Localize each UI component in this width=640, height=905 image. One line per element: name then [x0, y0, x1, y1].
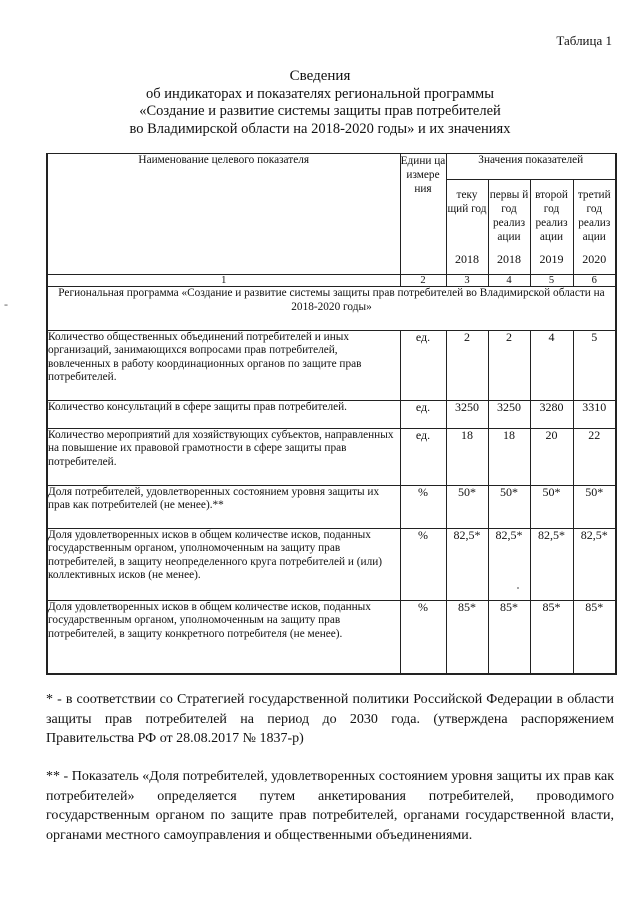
header-year-label: третий год реализ ации	[577, 189, 611, 243]
indicator-value: 82,5*	[446, 529, 488, 601]
indicator-value: 20	[530, 429, 573, 486]
header-year-value: 2019	[539, 252, 564, 266]
table-row	[47, 401, 616, 429]
indicator-value: 2	[446, 331, 488, 401]
indicator-name: Количество консультаций в сфере защиты прав потребителей.	[47, 401, 400, 429]
indicator-value: 3280	[530, 401, 573, 429]
header-year-col	[573, 180, 616, 275]
indicator-value: 18	[488, 429, 530, 486]
indicator-value: 3250	[488, 401, 530, 429]
indicator-unit: ед.	[400, 401, 446, 429]
table-row	[47, 601, 616, 674]
indicator-unit: %	[400, 486, 446, 529]
indicator-value: 50*	[573, 486, 616, 529]
indicator-name: Доля удовлетворенных исков в общем количестве исков, поданных государственным органом, уполномоченным на защиту прав потребителей, в защиту неопределенного круга потребителей и (или) коллективных исков (не менее).	[47, 529, 400, 601]
indicator-value: 85*	[573, 601, 616, 674]
header-year-label: второй год реализ ации	[535, 189, 568, 243]
indicator-value: 50*	[530, 486, 573, 529]
indicator-unit: ед.	[400, 331, 446, 401]
column-number: 5	[530, 275, 573, 287]
indicator-value: 50*	[488, 486, 530, 529]
indicator-value: 85*	[446, 601, 488, 674]
indicator-value: 18	[446, 429, 488, 486]
indicator-value: 4	[530, 331, 573, 401]
table-row	[47, 486, 616, 529]
indicator-name: Количество общественных объединений потребителей и иных организаций, занимающихся вопросами прав потребителей, вовлеченных в работу координационных органов по защите прав потребителей.	[47, 331, 400, 401]
title-line: во Владимирской области на 2018-2020 годы» и их значениях	[129, 120, 511, 137]
indicator-unit: ед.	[400, 429, 446, 486]
header-unit: Едини ца измере ния	[400, 154, 446, 275]
column-number: 4	[488, 275, 530, 287]
title-line: «Создание и развитие системы защиты прав потребителей	[139, 103, 501, 119]
footnote-double-asterisk: ** - Показатель «Доля потребителей, удовлетворенных состоянием уровня защиты их прав как потребителей» определяется путем анкетирования потребителей, проводимого государственным органом по защите прав потребителей, органами государственной власти, органами местного самоуправления и общественными объединениями.	[46, 769, 614, 843]
indicators-table	[46, 153, 617, 675]
column-number: 2	[400, 275, 446, 287]
indicator-value: 85*	[488, 601, 530, 674]
header-year-col	[530, 180, 573, 275]
header-year-value: 2018	[455, 252, 479, 266]
header-year-label: теку щий год	[447, 189, 487, 215]
indicator-name: Доля удовлетворенных исков в общем количестве исков, поданных государственным органом, уполномоченным на защиту прав потребителей, в защиту конкретного потребителя (не менее).	[47, 601, 400, 674]
indicator-value: 3250	[446, 401, 488, 429]
header-year-col	[488, 180, 530, 275]
header-year-col	[446, 180, 488, 275]
indicator-value: 82,5*	[530, 529, 573, 601]
column-number: 3	[446, 275, 488, 287]
title-line: Сведения	[289, 68, 351, 84]
header-indicator-name: Наименование целевого показателя	[47, 154, 400, 275]
indicator-value: 5	[573, 331, 616, 401]
indicator-value: 22	[573, 429, 616, 486]
table-row	[47, 529, 616, 601]
indicator-unit: %	[400, 529, 446, 601]
indicator-value: 82,5*	[573, 529, 616, 601]
indicator-value: 85*	[530, 601, 573, 674]
column-number: 6	[573, 275, 616, 287]
indicator-value: 50*	[446, 486, 488, 529]
section-title-row: Региональная программа «Создание и развитие системы защиты прав потребителей во Владимирской области на 2018-2020 годы»	[47, 287, 616, 331]
title-line: об индикаторах и показателях региональной программы	[146, 85, 494, 102]
indicator-name: Доля потребителей, удовлетворенных состоянием уровня защиты их прав как потребителей (не менее).**	[47, 486, 400, 529]
table-row	[47, 331, 616, 401]
header-year-label: первы й год реализ ации	[489, 189, 529, 243]
indicator-value: 3310	[573, 401, 616, 429]
table-number-label: Таблица 1	[556, 33, 612, 48]
column-number: 1	[47, 275, 400, 287]
indicator-name: Количество мероприятий для хозяйствующих субъектов, направленных на повышение их правовой грамотности в сфере защиты прав потребителей.	[47, 429, 400, 486]
indicator-unit: %	[400, 601, 446, 674]
header-year-value: 2018	[497, 252, 521, 266]
margin-dash-mark: -	[4, 297, 8, 311]
header-year-value: 2020	[582, 252, 607, 266]
indicator-value: 2	[488, 331, 530, 401]
footnote-single-asterisk: * - в соответствии со Стратегией государственной политики Российской Федерации в области защиты прав потребителей на период до 2030 года. (утверждена распоряжением Правительства РФ от 28.08.2017 № 1837-р)	[46, 692, 614, 746]
header-values-group: Значения показателей	[446, 154, 616, 180]
document-title	[0, 68, 640, 138]
indicator-value: 82,5*	[488, 529, 530, 601]
table-row	[47, 429, 616, 486]
